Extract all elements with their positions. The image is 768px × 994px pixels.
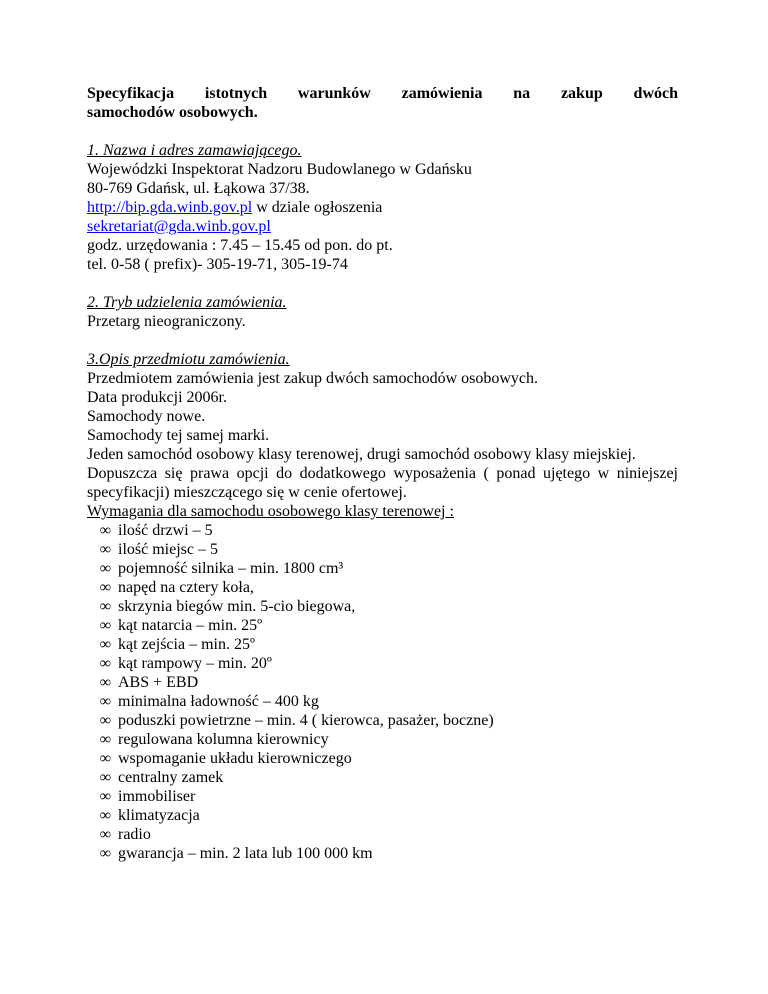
requirement-text: ilość drzwi – 5	[118, 522, 213, 539]
infinity-bullet-icon: ∞	[99, 693, 111, 710]
bip-link[interactable]: http://bip.gda.winb.gov.pl	[87, 199, 253, 216]
requirement-text: immobiliser	[118, 788, 196, 805]
requirements-heading: Wymagania dla samochodu osobowego klasy terenowej :	[87, 503, 454, 520]
requirement-item	[87, 673, 678, 692]
requirement-text: wspomaganie układu kierowniczego	[118, 750, 352, 767]
org-address: 80-769 Gdańsk, ul. Łąkowa 37/38.	[87, 180, 310, 197]
infinity-bullet-icon: ∞	[99, 636, 111, 653]
car-classes: Jeden samochód osobowy klasy terenowej, drugi samochód osobowy klasy miejskiej.	[87, 446, 636, 463]
option-clause: Dopuszcza się prawa opcji do dodatkowego wyposażenia ( ponad ujętego w niniejszej specyfikacji) mieszczącego się w cenie ofertowej.	[87, 465, 678, 501]
requirement-text: ilość miejsc – 5	[118, 541, 218, 558]
document-title-line1: Specyfikacja istotnych warunków zamówienia na zakup dwóch	[87, 85, 678, 102]
office-hours: godz. urzędowania : 7.45 – 15.45 od pon. do pt.	[87, 237, 393, 254]
requirement-item	[87, 616, 678, 635]
document-page	[87, 84, 678, 863]
requirement-item	[87, 730, 678, 749]
infinity-bullet-icon: ∞	[99, 560, 111, 577]
requirement-text: regulowana kolumna kierownicy	[118, 731, 329, 748]
infinity-bullet-icon: ∞	[99, 674, 111, 691]
requirement-item	[87, 559, 678, 578]
subject-paragraph: Przedmiotem zamówienia jest zakup dwóch samochodów osobowych.	[87, 370, 538, 387]
requirement-text: radio	[118, 826, 151, 843]
section1-heading: 1. Nazwa i adres zamawiającego.	[87, 142, 302, 159]
requirement-item	[87, 749, 678, 768]
infinity-bullet-icon: ∞	[99, 769, 111, 786]
section3-heading: 3.Opis przedmiotu zamówienia.	[87, 351, 290, 368]
same-brand: Samochody tej samej marki.	[87, 427, 270, 444]
requirement-item	[87, 787, 678, 806]
requirements-list	[87, 521, 678, 863]
document-title-line2: samochodów osobowych.	[87, 104, 258, 121]
requirement-item	[87, 825, 678, 844]
email-line	[87, 217, 678, 236]
requirement-item	[87, 692, 678, 711]
infinity-bullet-icon: ∞	[99, 788, 111, 805]
requirement-text: napęd na cztery koła,	[118, 579, 254, 596]
requirement-item	[87, 654, 678, 673]
requirement-item	[87, 578, 678, 597]
requirement-text: kąt natarcia – min. 25º	[118, 617, 263, 634]
new-cars: Samochody nowe.	[87, 408, 206, 425]
requirement-item	[87, 768, 678, 787]
requirement-text: minimalna ładowność – 400 kg	[118, 693, 319, 710]
infinity-bullet-icon: ∞	[99, 655, 111, 672]
requirement-item	[87, 844, 678, 863]
production-date: Data produkcji 2006r.	[87, 389, 227, 406]
procedure-type: Przetarg nieograniczony.	[87, 313, 246, 330]
requirement-item	[87, 521, 678, 540]
requirement-text: gwarancja – min. 2 lata lub 100 000 km	[118, 845, 373, 862]
infinity-bullet-icon: ∞	[99, 712, 111, 729]
requirement-text: skrzynia biegów min. 5-cio biegowa,	[118, 598, 356, 615]
infinity-bullet-icon: ∞	[99, 731, 111, 748]
requirement-item	[87, 806, 678, 825]
infinity-bullet-icon: ∞	[99, 845, 111, 862]
bip-line	[87, 198, 678, 217]
infinity-bullet-icon: ∞	[99, 617, 111, 634]
email-link[interactable]: sekretariat@gda.winb.gov.pl	[87, 218, 271, 235]
infinity-bullet-icon: ∞	[99, 598, 111, 615]
requirement-text: kąt zejścia – min. 25º	[118, 636, 255, 653]
phone-numbers: tel. 0-58 ( prefix)- 305-19-71, 305-19-74	[87, 256, 348, 273]
requirement-text: centralny zamek	[118, 769, 224, 786]
infinity-bullet-icon: ∞	[99, 579, 111, 596]
infinity-bullet-icon: ∞	[99, 541, 111, 558]
requirement-text: poduszki powietrzne – min. 4 ( kierowca, pasażer, boczne)	[118, 712, 494, 729]
infinity-bullet-icon: ∞	[99, 750, 111, 767]
requirement-text: kąt rampowy – min. 20º	[118, 655, 272, 672]
org-name: Wojewódzki Inspektorat Nadzoru Budowlanego w Gdańsku	[87, 161, 472, 178]
requirement-item	[87, 540, 678, 559]
section2-heading: 2. Tryb udzielenia zamówienia.	[87, 294, 287, 311]
requirement-text: pojemność silnika – min. 1800 cm³	[118, 560, 344, 577]
requirement-text: klimatyzacja	[118, 807, 200, 824]
infinity-bullet-icon: ∞	[99, 522, 111, 539]
requirement-text: ABS + EBD	[118, 674, 199, 691]
requirement-item	[87, 635, 678, 654]
bip-suffix: w dziale ogłoszenia	[252, 199, 383, 216]
infinity-bullet-icon: ∞	[99, 826, 111, 843]
requirement-item	[87, 597, 678, 616]
infinity-bullet-icon: ∞	[99, 807, 111, 824]
requirement-item	[87, 711, 678, 730]
